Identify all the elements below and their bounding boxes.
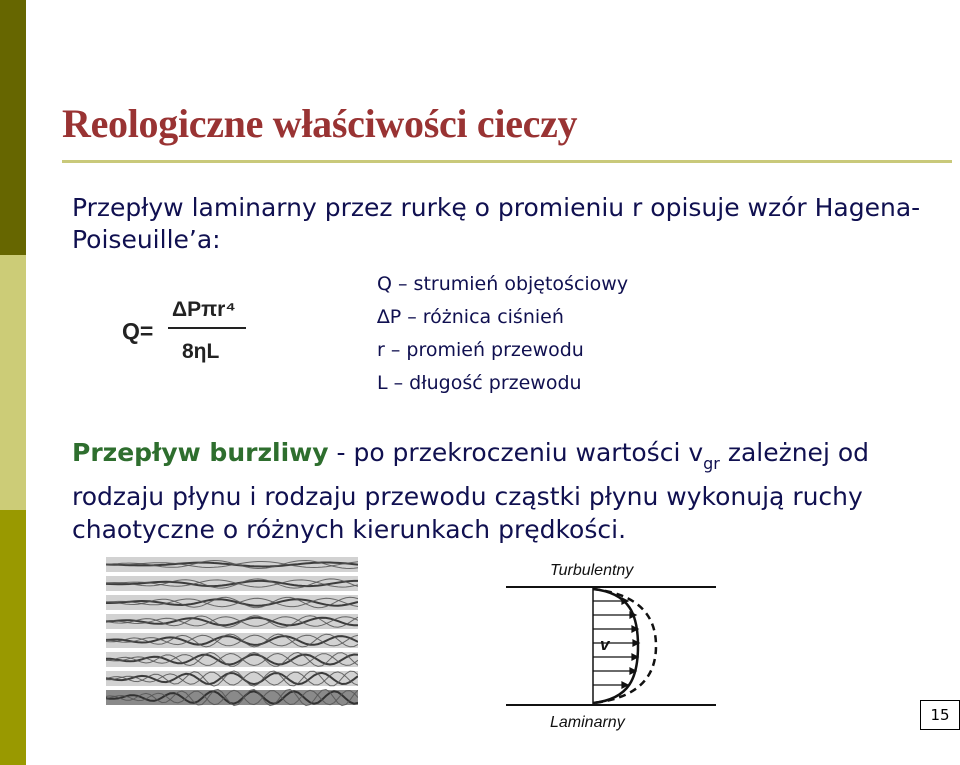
legend-text: – różnica ciśnień [407, 306, 564, 328]
formula-lhs: Q= [122, 318, 154, 344]
legend-item-r [377, 334, 628, 367]
turbulent-text-after: zależnej od rodzaju płynu i rodzaju przewodu cząstki płynu wykonują ruchy chaotyczne o różnych kierunkach prędkości. [72, 438, 869, 544]
legend-symbol: Q [377, 273, 392, 295]
legend-text: – długość przewodu [393, 372, 582, 394]
velocity-profile-diagram [498, 555, 723, 733]
legend-item-l [377, 367, 628, 400]
intro-paragraph: Przepływ laminarny przez rurkę o promieniu r opisuje wzór Hagena-Poiseuille’a: [72, 193, 921, 254]
turbulence-photo [106, 553, 358, 729]
legend-symbol: L [377, 372, 388, 394]
legend-symbol: r [377, 339, 385, 361]
sidebar-block-bottom [0, 510, 26, 765]
symbol-legend [377, 268, 628, 400]
turbulent-text-before: - po przekroczeniu wartości v [328, 438, 704, 467]
sidebar-decoration [0, 0, 26, 765]
subscript-gr: gr [703, 454, 720, 473]
poiseuille-formula [120, 290, 260, 370]
legend-item-delta-p [377, 301, 628, 334]
formula-numerator: ΔPπr⁴ [172, 298, 236, 321]
title-divider [62, 160, 952, 163]
legend-text: – promień przewodu [390, 339, 584, 361]
slide-title: Reologiczne właściwości cieczy [62, 101, 578, 146]
turbulent-flow-paragraph [72, 436, 947, 546]
turbulent-flow-label: Przepływ burzliwy [72, 438, 329, 467]
legend-symbol: ∆P [377, 306, 402, 328]
legend-text: – strumień objętościowy [398, 273, 629, 295]
sidebar-block-middle [0, 255, 26, 510]
page-number: 15 [920, 700, 960, 730]
velocity-symbol: v [600, 635, 610, 654]
label-laminar: Laminarny [550, 714, 625, 731]
formula-denominator: 8ηL [182, 340, 220, 363]
label-turbulent: Turbulentny [550, 562, 634, 579]
legend-item-q [377, 268, 628, 301]
sidebar-block-top [0, 0, 26, 255]
